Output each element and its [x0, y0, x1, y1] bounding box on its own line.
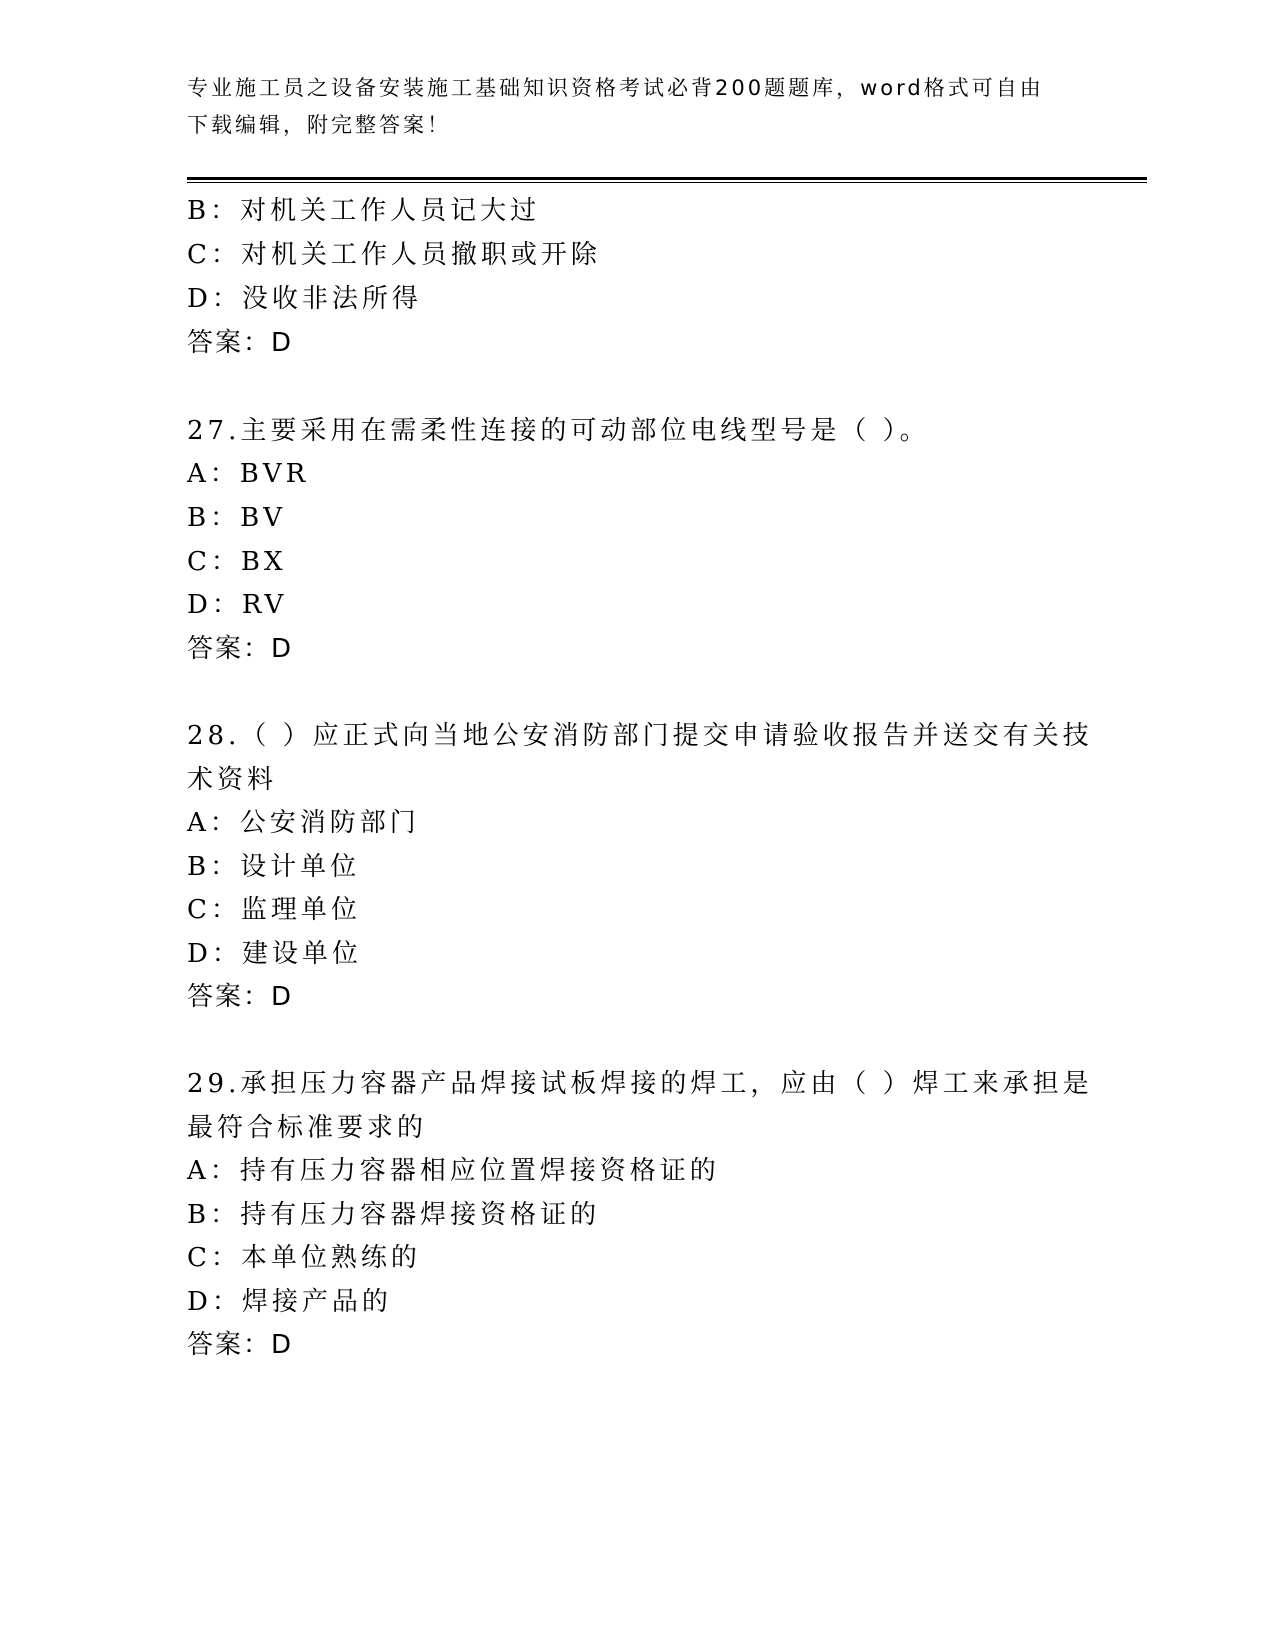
q29-question-line-1: 29.承担压力容器产品焊接试板焊接的焊工，应由（ ）焊工来承担是 [187, 1069, 1093, 1099]
header-divider-thick [187, 177, 1147, 180]
header-title-line-2: 下载编辑，附完整答案！ [187, 113, 451, 137]
q28-question-line-2: 术资料 [187, 765, 278, 795]
q27-option-a: A：BVR [187, 459, 310, 489]
q28-answer: 答案：D [187, 982, 294, 1012]
q26-option-c: C：对机关工作人员撤职或开除 [187, 240, 601, 270]
q29-option-b: B：持有压力容器焊接资格证的 [187, 1200, 601, 1230]
header-title-line-1: 专业施工员之设备安装施工基础知识资格考试必背200题题库，word格式可自由 [187, 76, 1044, 100]
q26-option-b: B：对机关工作人员记大过 [187, 196, 541, 226]
q28-option-c: C：监理单位 [187, 895, 361, 925]
q28-option-d: D：建设单位 [187, 939, 362, 969]
q29-answer: 答案：D [187, 1330, 294, 1360]
q28-option-a: A：公安消防部门 [187, 808, 420, 838]
q29-question-line-2: 最符合标准要求的 [187, 1113, 428, 1143]
header-divider-thin [187, 182, 1147, 183]
q29-option-d: D：焊接产品的 [187, 1287, 392, 1317]
q27-option-c: C：BX [187, 547, 287, 577]
q27-option-d: D：RV [187, 590, 288, 620]
q29-option-a: A：持有压力容器相应位置焊接资格证的 [187, 1156, 720, 1186]
q28-question-line-1: 28.（ ）应正式向当地公安消防部门提交申请验收报告并送交有关技 [187, 721, 1093, 751]
q26-answer: 答案：D [187, 328, 294, 358]
q28-option-b: B：设计单位 [187, 852, 361, 882]
document-header [187, 70, 1087, 144]
q26-option-d: D：没收非法所得 [187, 284, 422, 314]
q27-answer: 答案：D [187, 634, 294, 664]
q27-option-b: B：BV [187, 503, 286, 533]
q27-question: 27.主要采用在需柔性连接的可动部位电线型号是（ ）。 [187, 416, 930, 446]
q29-option-c: C：本单位熟练的 [187, 1243, 421, 1273]
